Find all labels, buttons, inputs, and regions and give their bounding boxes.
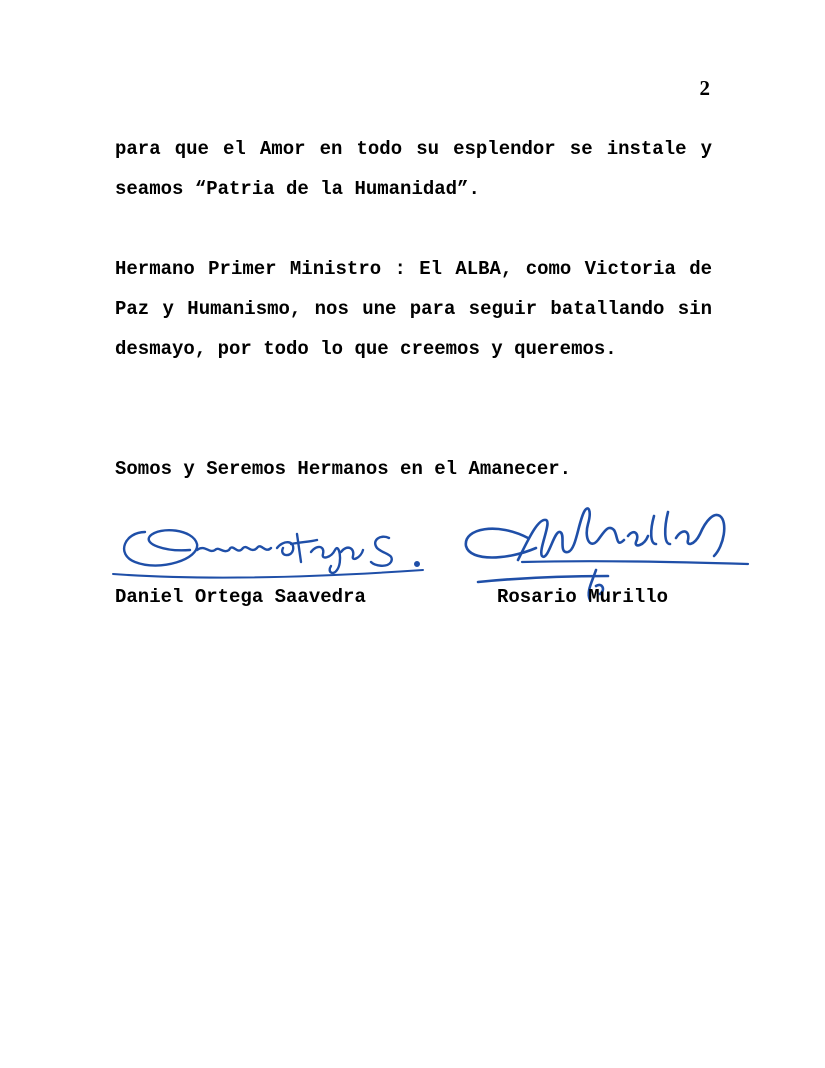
signature-block [100, 490, 760, 620]
page-number: 2 [699, 76, 710, 100]
paragraph-alba: Hermano Primer Ministro : El ALBA, como Victoria de Paz y Humanismo, nos une para seguir batallando sin desmayo, por todo lo que creemos y queremos. [115, 258, 712, 360]
paragraph-brothers: Somos y Seremos Hermanos en el Amanecer. [115, 458, 572, 480]
signatory-name-left: Daniel Ortega Saavedra [115, 586, 366, 608]
paragraph-closing-wish: para que el Amor en todo su esplendor se instale y seamos “Patria de la Humanidad”. [115, 138, 712, 200]
signature-daniel-ortega-image [105, 514, 435, 584]
signatory-name-right: Rosario Murillo [497, 586, 669, 608]
